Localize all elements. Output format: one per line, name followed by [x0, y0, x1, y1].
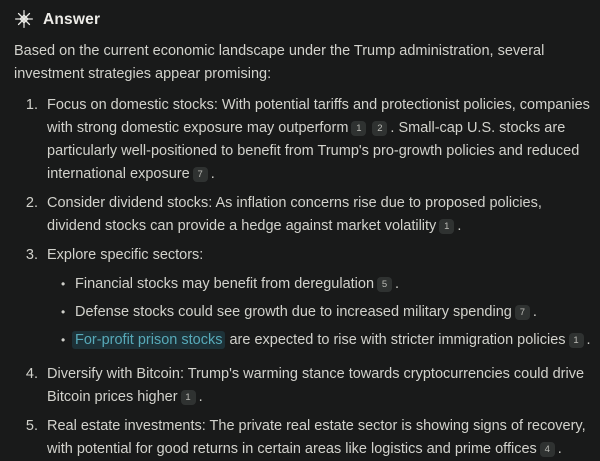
item-text: Diversify with Bitcoin: Trump's warming stance towards cryptocurrencies could drive Bitcoin prices higher: [47, 366, 585, 405]
item-text: . Small-cap U.S. stocks are particularly well-positioned to benefit from Trump's pro-growth policies and reduced international exposure: [47, 120, 580, 182]
for-profit-prison-stocks-link[interactable]: For-profit prison stocks: [72, 331, 225, 349]
list-item-text: [47, 363, 594, 409]
sub-bullet-list: [47, 273, 592, 352]
list-number: 4.: [25, 366, 38, 382]
citation-badge[interactable]: 1: [181, 390, 196, 405]
list-number: 2.: [25, 195, 38, 211]
item-text: are expected to rise with stricter immigration policies: [225, 332, 566, 348]
citation-badge[interactable]: 2: [372, 121, 387, 136]
item-text: .: [457, 218, 462, 234]
answer-title: Answer: [43, 10, 101, 28]
citation-badge[interactable]: 7: [515, 305, 530, 320]
list-number: 5.: [25, 418, 38, 434]
list-item-text: [47, 244, 594, 357]
perplexity-asterisk-icon: [14, 9, 34, 29]
item-text: Focus on domestic stocks: With potential tariffs and protectionist policies, companies with strong domestic exposure may outperform: [47, 97, 590, 136]
list-item-text: [47, 94, 594, 186]
bullet-item: [47, 273, 592, 296]
list-item: [14, 363, 594, 409]
bullet-item: [47, 329, 592, 352]
item-text: .: [557, 441, 562, 457]
list-number: 1.: [25, 97, 38, 113]
citation-badge[interactable]: 1: [351, 121, 366, 136]
item-text: Financial stocks may benefit from deregulation: [75, 276, 375, 292]
list-item: [14, 244, 594, 357]
citation-badge[interactable]: 1: [439, 219, 454, 234]
citation-badge[interactable]: 1: [569, 333, 584, 348]
list-item-text: [47, 192, 594, 238]
item-text: .: [395, 276, 400, 292]
item-text: .: [198, 389, 203, 405]
bullet-text: [75, 273, 592, 296]
bullet-item: [47, 301, 592, 324]
list-item: [14, 94, 594, 186]
answer-intro: Based on the current economic landscape under the Trump administration, several investment strategies appear promising:: [14, 43, 545, 82]
item-text: .: [532, 304, 537, 320]
item-text: .: [210, 166, 215, 182]
bullet-icon: •: [61, 333, 66, 347]
list-item-text: [47, 415, 594, 461]
list-item: [14, 192, 594, 238]
item-text: Defense stocks could see growth due to increased military spending: [75, 304, 512, 320]
answer-header: [14, 8, 594, 30]
bullet-text: [75, 329, 592, 352]
citation-badge[interactable]: 7: [193, 167, 208, 182]
bullet-icon: •: [61, 277, 66, 291]
item-text: Explore specific sectors:: [47, 247, 204, 263]
item-text: .: [586, 332, 591, 348]
bullet-icon: •: [61, 305, 66, 319]
item-text: Consider dividend stocks: As inflation concerns rise due to proposed policies, dividend stocks can provide a hedge against market volatility: [47, 195, 542, 234]
citation-badge[interactable]: 4: [540, 442, 555, 457]
citation-badge[interactable]: 5: [377, 277, 392, 292]
bullet-text: [75, 301, 592, 324]
item-text: Real estate investments: The private real estate sector is showing signs of recovery, with potential for good returns in certain areas like logistics and prime offices: [47, 418, 586, 457]
list-item: [14, 415, 594, 461]
list-number: 3.: [25, 247, 38, 263]
